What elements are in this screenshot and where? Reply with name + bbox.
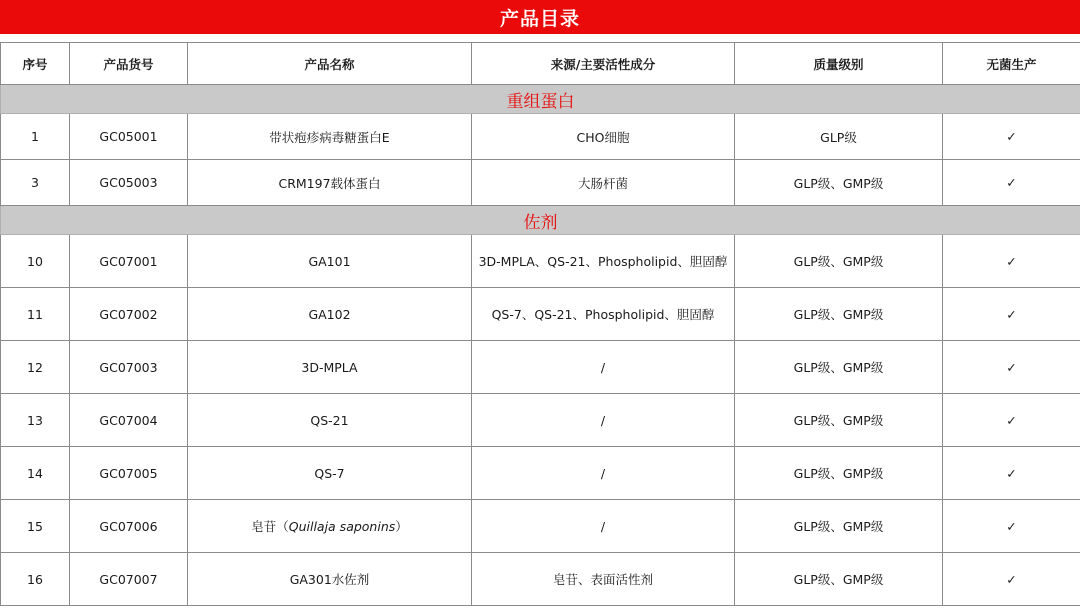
product-code: GC05003 — [70, 160, 188, 206]
product-name-text: 带状疱疹病毒糖蛋白E — [269, 129, 390, 145]
table-row — [1, 235, 1080, 288]
product-name — [188, 394, 472, 447]
product-name — [188, 341, 472, 394]
product-source: / — [472, 447, 735, 500]
table-row — [1, 500, 1080, 553]
table-row — [1, 114, 1080, 160]
header-grade: 质量级别 — [735, 43, 943, 85]
section-row — [1, 206, 1080, 235]
product-name-text: 3D-MPLA — [301, 359, 358, 375]
quality-grade: GLP级、GMP级 — [735, 447, 943, 500]
check-icon: ✓ — [943, 553, 1080, 606]
row-index: 12 — [1, 341, 70, 394]
row-index: 15 — [1, 500, 70, 553]
row-index: 1 — [1, 114, 70, 160]
product-source: CHO细胞 — [472, 114, 735, 160]
row-index: 14 — [1, 447, 70, 500]
product-name-text: GA101 — [308, 253, 351, 269]
product-name — [188, 447, 472, 500]
check-icon: ✓ — [943, 114, 1080, 160]
header-sterile: 无菌生产 — [943, 43, 1080, 85]
product-source: 大肠杆菌 — [472, 160, 735, 206]
product-name — [188, 553, 472, 606]
header-index: 序号 — [1, 43, 70, 85]
product-name — [188, 500, 472, 553]
product-source: / — [472, 341, 735, 394]
section-title: 佐剂 — [1, 206, 1080, 235]
row-index: 16 — [1, 553, 70, 606]
catalog-title: 产品目录 — [0, 0, 1080, 34]
product-name-text: 皂苷（ — [251, 519, 289, 534]
quality-grade: GLP级、GMP级 — [735, 288, 943, 341]
table-header-row — [1, 43, 1080, 85]
product-latin-name: Quillaja saponins — [288, 519, 396, 534]
check-icon: ✓ — [943, 394, 1080, 447]
product-name — [188, 160, 472, 206]
product-name-text: QS-21 — [310, 412, 349, 428]
product-code: GC07007 — [70, 553, 188, 606]
quality-grade: GLP级、GMP级 — [735, 500, 943, 553]
product-name-text: GA301水佐剂 — [289, 572, 370, 587]
table-row — [1, 447, 1080, 500]
product-name-text: QS-7 — [314, 465, 345, 481]
table-row — [1, 553, 1080, 606]
product-name-text: GA102 — [308, 306, 351, 322]
product-code: GC07003 — [70, 341, 188, 394]
product-name — [188, 235, 472, 288]
quality-grade: GLP级、GMP级 — [735, 235, 943, 288]
product-code: GC07004 — [70, 394, 188, 447]
check-icon: ✓ — [943, 447, 1080, 500]
quality-grade: GLP级、GMP级 — [735, 553, 943, 606]
table-row — [1, 394, 1080, 447]
product-source: QS-7、QS-21、Phospholipid、胆固醇 — [472, 288, 735, 341]
product-code: GC05001 — [70, 114, 188, 160]
product-source: 3D-MPLA、QS-21、Phospholipid、胆固醇 — [472, 235, 735, 288]
product-code: GC07006 — [70, 500, 188, 553]
header-code: 产品货号 — [70, 43, 188, 85]
check-icon: ✓ — [943, 160, 1080, 206]
table-row — [1, 341, 1080, 394]
quality-grade: GLP级、GMP级 — [735, 160, 943, 206]
product-name — [188, 288, 472, 341]
section-title: 重组蛋白 — [1, 85, 1080, 114]
product-source: / — [472, 500, 735, 553]
row-index: 3 — [1, 160, 70, 206]
product-source: / — [472, 394, 735, 447]
product-name-text: CRM197载体蛋白 — [278, 175, 381, 191]
product-source: 皂苷、表面活性剂 — [472, 553, 735, 606]
table-row — [1, 288, 1080, 341]
check-icon: ✓ — [943, 235, 1080, 288]
row-index: 10 — [1, 235, 70, 288]
product-name-suffix: ） — [395, 519, 408, 534]
product-code: GC07002 — [70, 288, 188, 341]
check-icon: ✓ — [943, 500, 1080, 553]
quality-grade: GLP级、GMP级 — [735, 394, 943, 447]
product-name — [188, 114, 472, 160]
table-row — [1, 160, 1080, 206]
row-index: 13 — [1, 394, 70, 447]
quality-grade: GLP级 — [735, 114, 943, 160]
check-icon: ✓ — [943, 288, 1080, 341]
header-name: 产品名称 — [188, 43, 472, 85]
product-code: GC07005 — [70, 447, 188, 500]
table-body — [1, 85, 1080, 606]
row-index: 11 — [1, 288, 70, 341]
header-source: 来源/主要活性成分 — [472, 43, 735, 85]
product-catalog-table — [0, 42, 1080, 606]
product-code: GC07001 — [70, 235, 188, 288]
check-icon: ✓ — [943, 341, 1080, 394]
quality-grade: GLP级、GMP级 — [735, 341, 943, 394]
section-row — [1, 85, 1080, 114]
